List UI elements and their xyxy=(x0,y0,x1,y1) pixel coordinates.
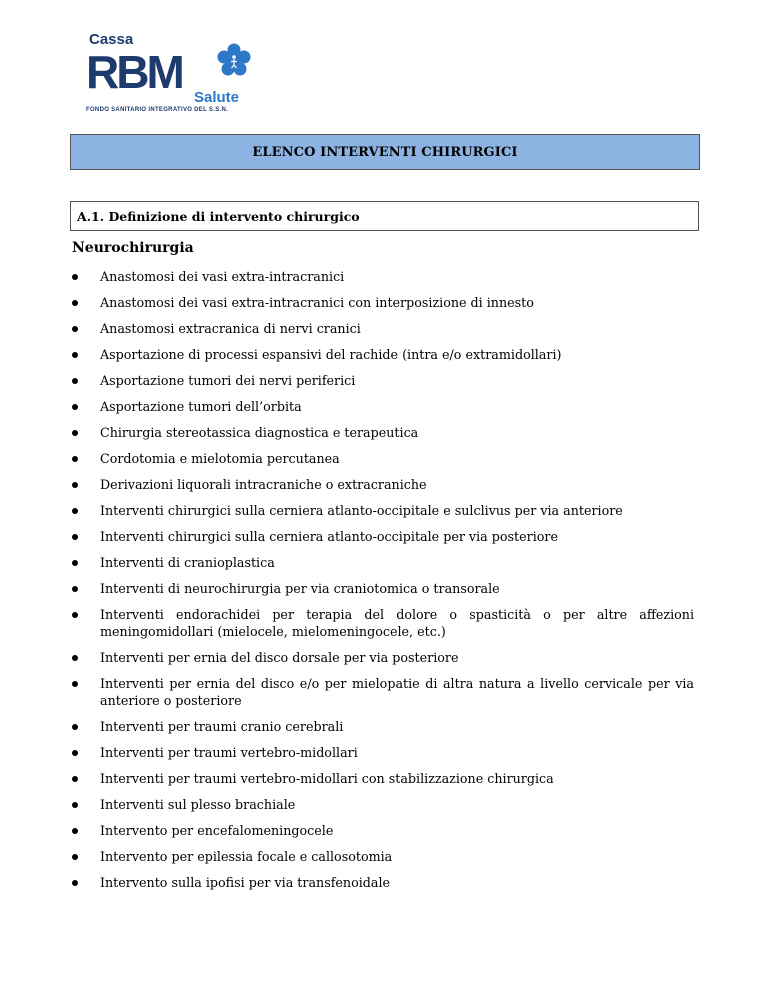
section-heading: A.1. Definizione di intervento chirurgico xyxy=(70,201,699,231)
bullet-icon xyxy=(72,534,78,540)
list-item xyxy=(72,580,694,597)
list-item-text: Cordotomia e mielotomia percutanea xyxy=(100,451,340,466)
logo-subtitle-text: FONDO SANITARIO INTEGRATIVO DEL S.S.N. xyxy=(86,107,229,113)
logo-graphic xyxy=(86,30,256,114)
list-item xyxy=(72,450,694,467)
list-item-text: Interventi per traumi vertebro-midollari xyxy=(100,745,358,760)
bullet-icon xyxy=(72,378,78,384)
list-item-text: Interventi per traumi cranio cerebrali xyxy=(100,719,344,734)
list-item-text: Interventi di cranioplastica xyxy=(100,555,275,570)
list-item xyxy=(72,424,694,441)
bullet-icon xyxy=(72,430,78,436)
list-item-text: Asportazione tumori dell’orbita xyxy=(100,399,302,414)
list-item xyxy=(72,528,694,545)
list-item-text: Intervento per epilessia focale e callosotomia xyxy=(100,849,393,864)
list-item-text: Asportazione di processi espansivi del rachide (intra e/o extramidollari) xyxy=(100,347,562,362)
list-item xyxy=(72,554,694,571)
list-item-text: Chirurgia stereotassica diagnostica e terapeutica xyxy=(100,425,419,440)
logo-salute-text: Salute xyxy=(194,89,240,106)
list-item xyxy=(72,320,694,337)
list-item xyxy=(72,476,694,493)
document-title: ELENCO INTERVENTI CHIRURGICI xyxy=(70,134,700,170)
list-item xyxy=(72,744,694,761)
bullet-icon xyxy=(72,854,78,860)
list-item-text: Derivazioni liquorali intracraniche o extracraniche xyxy=(100,477,427,492)
bullet-icon xyxy=(72,326,78,332)
list-item xyxy=(72,770,694,787)
cassa-rbm-salute-logo xyxy=(86,30,256,114)
list-item xyxy=(72,874,694,891)
list-item xyxy=(72,796,694,813)
list-item-text: Interventi per ernia del disco dorsale per via posteriore xyxy=(100,650,459,665)
list-item xyxy=(72,346,694,363)
list-item-text: Interventi chirurgici sulla cerniera atlanto-occipitale per via posteriore xyxy=(100,529,558,544)
logo-cassa-text: Cassa xyxy=(89,31,134,48)
logo-rbm-text: RBM xyxy=(86,46,182,98)
bullet-icon xyxy=(72,612,78,618)
bullet-icon xyxy=(72,802,78,808)
bullet-icon xyxy=(72,880,78,886)
bullet-icon xyxy=(72,750,78,756)
bullet-icon xyxy=(72,508,78,514)
list-item xyxy=(72,649,694,666)
bullet-icon xyxy=(72,776,78,782)
list-item-text: Anastomosi extracranica di nervi cranici xyxy=(100,321,361,336)
list-item-text: Interventi di neurochirurgia per via craniotomica o transorale xyxy=(100,581,500,596)
bullet-icon xyxy=(72,828,78,834)
bullet-icon xyxy=(72,724,78,730)
list-item xyxy=(72,294,694,311)
bullet-icon xyxy=(72,482,78,488)
bullet-icon xyxy=(72,274,78,280)
list-item xyxy=(72,675,694,709)
bullet-icon xyxy=(72,456,78,462)
list-item xyxy=(72,372,694,389)
list-item xyxy=(72,398,694,415)
list-item xyxy=(72,718,694,735)
list-item xyxy=(72,502,694,519)
list-item-text: Intervento per encefalomeningocele xyxy=(100,823,334,838)
list-item-text: Interventi per traumi vertebro-midollari con stabilizzazione chirurgica xyxy=(100,771,554,786)
list-item-text: Interventi endorachidei per terapia del dolore o spasticità o per altre affezioni meningomidollari (mielocele, mielomeningocele, etc.) xyxy=(100,607,694,639)
bullet-icon xyxy=(72,352,78,358)
category-heading: Neurochirurgia xyxy=(72,240,194,256)
list-item-text: Interventi sul plesso brachiale xyxy=(100,797,296,812)
list-item-text: Anastomosi dei vasi extra-intracranici con interposizione di innesto xyxy=(100,295,534,310)
bullet-icon xyxy=(72,655,78,661)
list-item xyxy=(72,848,694,865)
bullet-icon xyxy=(72,681,78,687)
list-item-text: Interventi chirurgici sulla cerniera atlanto-occipitale e sulclivus per via anteriore xyxy=(100,503,623,518)
list-item xyxy=(72,606,694,640)
procedure-list xyxy=(72,259,694,891)
list-item-text: Asportazione tumori dei nervi periferici xyxy=(100,373,356,388)
list-item xyxy=(72,268,694,285)
list-item-text: Interventi per ernia del disco e/o per mielopatie di altra natura a livello cervicale per via anteriore o posteriore xyxy=(100,676,694,708)
bullet-icon xyxy=(72,300,78,306)
bullet-icon xyxy=(72,560,78,566)
list-item-text: Anastomosi dei vasi extra-intracranici xyxy=(100,269,345,284)
flower-icon xyxy=(218,44,251,76)
bullet-icon xyxy=(72,404,78,410)
list-item xyxy=(72,822,694,839)
bullet-icon xyxy=(72,586,78,592)
list-item-text: Intervento sulla ipofisi per via transfenoidale xyxy=(100,875,391,890)
